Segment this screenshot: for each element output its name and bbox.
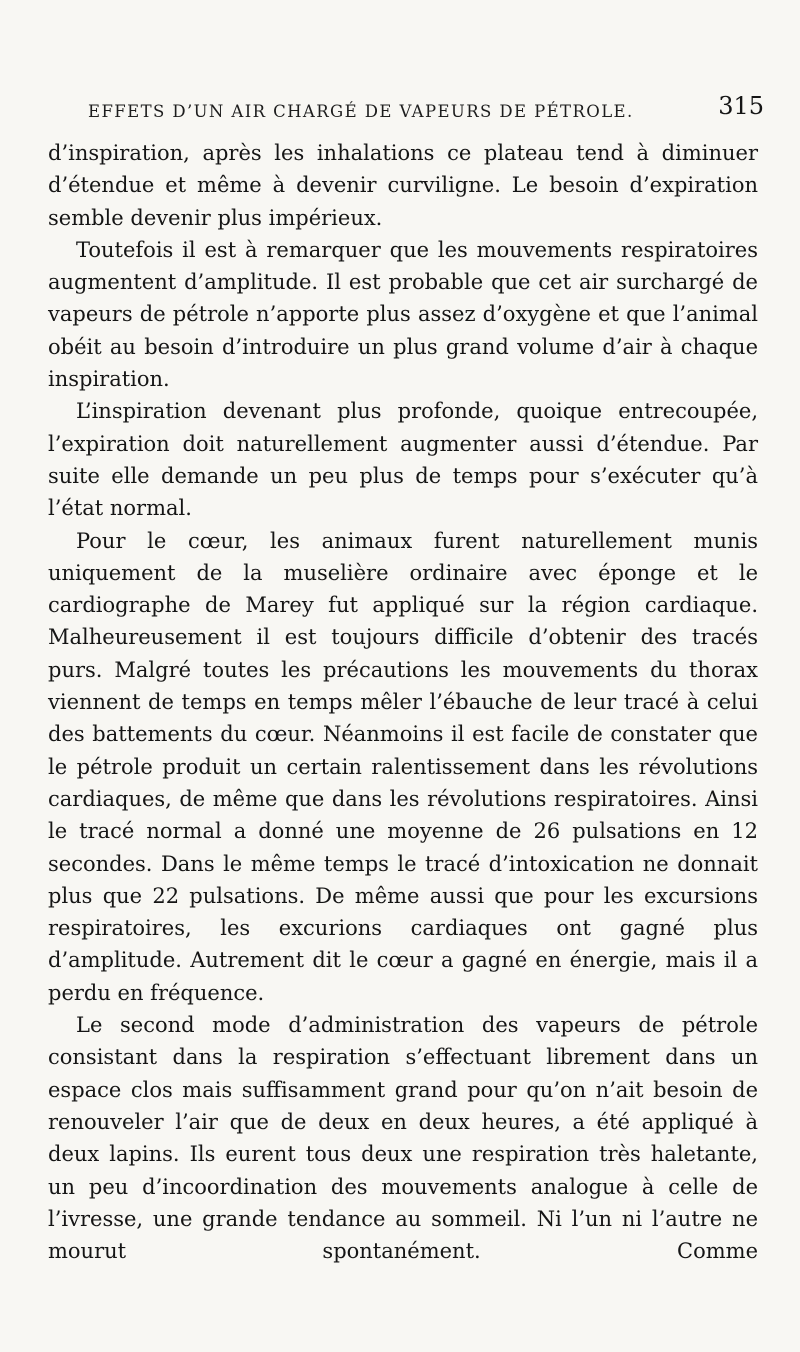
body-text xyxy=(48,137,758,1267)
running-title: EFFETS D’UN AIR CHARGÉ DE VAPEURS DE PÉTROLE. xyxy=(88,102,634,121)
paragraph-3: L’inspiration devenant plus profonde, quoique entrecoupée, l’expiration doit naturellement augmenter aussi d’étendue. Par suite elle demande un peu plus de temps pour s’exécuter qu’à l’état normal. xyxy=(48,399,758,521)
page-header xyxy=(88,92,764,132)
paragraph-5: Le second mode d’administration des vapeurs de pétrole consistant dans la respiration s’effectuant librement dans un espace clos mais suffisamment grand pour qu’on n’ait besoin de renouveler l’air que de deux en deux heures, a été appliqué à deux lapins. Ils eurent tous deux une respiration très haletante, un peu d’incoordination des mouvements analogue à celle de l’ivresse, une grande tendance au sommeil. Ni l’un ni l’autre ne mourut spontanément. Comme xyxy=(48,1013,758,1264)
paragraph-1: d’inspiration, après les inhalations ce plateau tend à diminuer d’étendue et même à devenir curviligne. Le besoin d’expiration semble devenir plus impérieux. xyxy=(48,141,758,230)
page-number: 315 xyxy=(718,92,764,120)
paragraph-4: Pour le cœur, les animaux furent naturellement munis uniquement de la muselière ordinaire avec éponge et le cardiographe de Marey fut appliqué sur la région cardiaque. Malheureusement il est toujours difficile d’obtenir des tracés purs. Malgré toutes les précautions les mouvements du thorax viennent de temps en temps mêler l’ébauche de leur tracé à celui des battements du cœur. Néanmoins il est facile de constater que le pétrole produit un certain ralentissement dans les révolutions cardiaques, de même que dans les révolutions respiratoires. Ainsi le tracé normal a donné une moyenne de 26 pulsations en 12 secondes. Dans le même temps le tracé d’intoxication ne donnait plus que 22 pulsations. De même aussi que pour les excursions respiratoires, les excurions cardiaques ont gagné plus d’amplitude. Autrement dit le cœur a gagné en énergie, mais il a perdu en fréquence. xyxy=(48,528,758,1005)
paragraph-2: Toutefois il est à remarquer que les mouvements respiratoires augmentent d’amplitude. Il est probable que cet air surchargé de vapeurs de pétrole n’apporte plus assez d’oxygène et que l’animal obéit au besoin d’introduire un plus grand volume d’air à chaque inspiration. xyxy=(48,237,758,392)
